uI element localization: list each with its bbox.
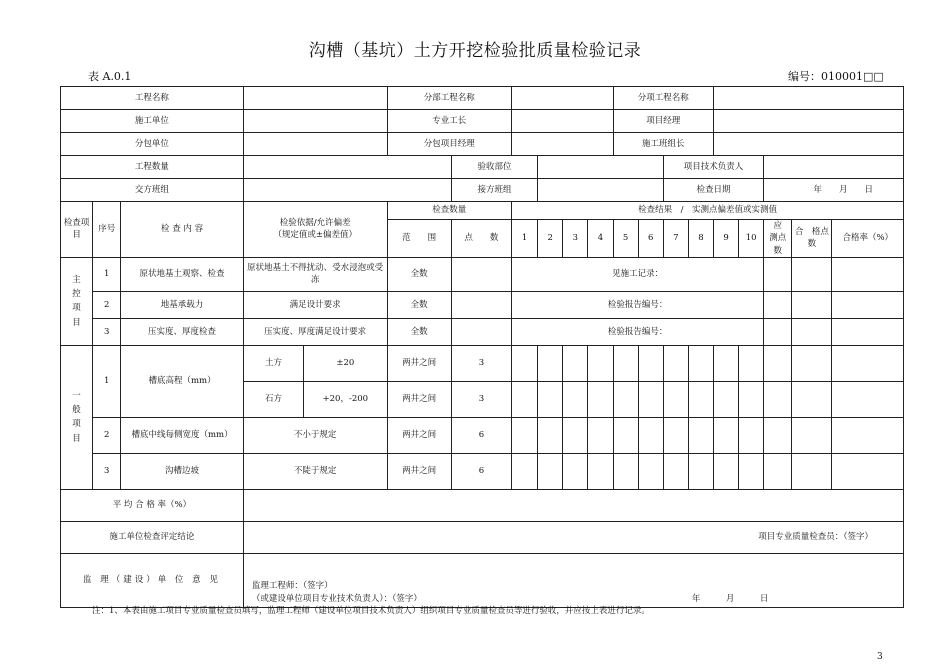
header-num-7: 7 xyxy=(663,220,688,258)
label-subcontract-unit: 分包单位 xyxy=(61,133,244,156)
table-row xyxy=(61,417,904,453)
label-team-leader: 施工班组长 xyxy=(613,133,713,156)
value-tech-leader[interactable] xyxy=(764,156,904,179)
main-range: 全数 xyxy=(387,291,451,318)
header-content: 检 查 内 容 xyxy=(121,202,244,258)
supervision-date: 年 月 日 xyxy=(691,593,769,604)
main-seq: 3 xyxy=(93,318,121,345)
label-check-date: 检查日期 xyxy=(663,179,763,202)
header-num-6: 6 xyxy=(638,220,663,258)
value-subcontract-unit[interactable] xyxy=(243,133,387,156)
main-points[interactable] xyxy=(451,318,511,345)
main-points[interactable] xyxy=(451,257,511,291)
general-sub-type: 土方 xyxy=(243,345,303,381)
value-check-date[interactable]: 年 月 日 xyxy=(764,179,904,202)
general-points: 6 xyxy=(451,417,511,453)
main-content: 原状地基土观察、检查 xyxy=(121,257,244,291)
value-foreman[interactable] xyxy=(512,110,613,133)
header-seq: 序号 xyxy=(93,202,121,258)
label-receiving-team: 接方班组 xyxy=(451,179,537,202)
supervision-opinion[interactable] xyxy=(243,553,903,607)
label-conclusion: 施工单位检查评定结论 xyxy=(61,521,244,553)
general-range: 两井之间 xyxy=(387,417,451,453)
general-seq: 1 xyxy=(93,345,121,417)
main-result[interactable]: 检验报告编号： xyxy=(512,318,764,345)
table-row xyxy=(61,453,904,489)
main-basis: 压实度、厚度满足设计要求 xyxy=(243,318,387,345)
general-points: 6 xyxy=(451,453,511,489)
general-points: 3 xyxy=(451,381,511,417)
label-supervision: 监 理（建设）单 位 意 见 xyxy=(61,553,244,607)
general-items-label: 一般项目 xyxy=(61,345,93,489)
main-content: 地基承载力 xyxy=(121,291,244,318)
general-content: 沟槽边坡 xyxy=(121,453,244,489)
header-num-4: 4 xyxy=(588,220,613,258)
main-result[interactable]: 检验报告编号： xyxy=(512,291,764,318)
table-row xyxy=(61,291,904,318)
main-points[interactable] xyxy=(451,291,511,318)
main-basis: 满足设计要求 xyxy=(243,291,387,318)
value-construction-unit[interactable] xyxy=(243,110,387,133)
label-foreman: 专业工长 xyxy=(387,110,512,133)
value-avg-rate[interactable] xyxy=(243,489,903,521)
label-item-project: 分项工程名称 xyxy=(613,87,713,110)
value-receiving-team[interactable] xyxy=(538,179,664,202)
header-quantity: 检查数量 xyxy=(387,202,512,220)
header-num-5: 5 xyxy=(613,220,638,258)
value-subcontract-manager[interactable] xyxy=(512,133,613,156)
general-range: 两井之间 xyxy=(387,453,451,489)
label-acceptance-part: 验收部位 xyxy=(451,156,537,179)
header-basis-sub: （规定值或±偏差值） xyxy=(273,230,357,241)
general-basis: 不小于规定 xyxy=(243,417,387,453)
inspector-signature[interactable]: 项目专业质量检查员：（签字） xyxy=(243,521,903,553)
header-check-item: 检查项目 xyxy=(61,202,93,258)
value-handover-team[interactable] xyxy=(243,179,451,202)
main-content: 压实度、厚度检查 xyxy=(121,318,244,345)
header-basis xyxy=(243,202,387,258)
header-num-8: 8 xyxy=(688,220,713,258)
header-num-10: 10 xyxy=(739,220,764,258)
label-subcontract-manager: 分包项目经理 xyxy=(387,133,512,156)
general-sub-type: 石方 xyxy=(243,381,303,417)
general-range: 两井之间 xyxy=(387,345,451,381)
label-tech-leader: 项目技术负责人 xyxy=(663,156,763,179)
label-construction-unit: 施工单位 xyxy=(61,110,244,133)
value-acceptance-part[interactable] xyxy=(538,156,664,179)
main-seq: 2 xyxy=(93,291,121,318)
general-range: 两井之间 xyxy=(387,381,451,417)
table-number: 表 A.0.1 xyxy=(88,70,132,83)
value-project-name[interactable] xyxy=(243,87,387,110)
value-project-manager[interactable] xyxy=(713,110,903,133)
header-should-points: 应 测点 数 xyxy=(764,220,792,258)
header-pass-rate: 合格率（%） xyxy=(832,220,904,258)
value-team-leader[interactable] xyxy=(713,133,903,156)
table-row xyxy=(61,345,904,381)
header-result: 检查结果 / 实测点偏差值或实测值 xyxy=(512,202,904,220)
header-points: 点 数 xyxy=(451,220,511,258)
serial-number: 编号：010001□□ xyxy=(788,70,884,83)
main-seq: 1 xyxy=(93,257,121,291)
label-handover-team: 交方班组 xyxy=(61,179,244,202)
value-item-project[interactable] xyxy=(713,87,903,110)
main-basis: 原状地基土不得扰动、受水浸泡或受冻 xyxy=(243,257,387,291)
general-basis: 不陡于规定 xyxy=(243,453,387,489)
general-seq: 3 xyxy=(93,453,121,489)
table-row xyxy=(61,257,904,291)
page-number: 3 xyxy=(877,652,883,662)
label-project-manager: 项目经理 xyxy=(613,110,713,133)
label-sub-project: 分部工程名称 xyxy=(387,87,512,110)
footnote: 注：1、本表由施工项目专业质量检查员填写，监理工程师（建设单位项目技术负责人）组织项目专业质量检查员等进行验收，并应按上表进行记录。 xyxy=(92,606,650,616)
label-avg-rate: 平 均 合 格 率（%） xyxy=(61,489,244,521)
main-result[interactable]: 见施工记录： xyxy=(512,257,764,291)
table-row xyxy=(61,318,904,345)
main-range: 全数 xyxy=(387,257,451,291)
header-num-9: 9 xyxy=(713,220,738,258)
general-points: 3 xyxy=(451,345,511,381)
general-content: 槽底中线每侧宽度（mm） xyxy=(121,417,244,453)
engineer-alt: （或建设单位项目专业技术负责人）：（签字） xyxy=(251,593,422,604)
general-seq: 2 xyxy=(93,417,121,453)
engineer-signature: 监理工程师：（签字） xyxy=(251,581,333,592)
header-num-1: 1 xyxy=(512,220,538,258)
value-sub-project[interactable] xyxy=(512,87,613,110)
general-sub-tol: +20，-200 xyxy=(304,381,387,417)
label-project-name: 工程名称 xyxy=(61,87,244,110)
page-title: 沟槽（基坑）土方开挖检验批质量检验记录 xyxy=(308,41,642,61)
header-range: 范 围 xyxy=(387,220,451,258)
header-pass-points: 合 格点 数 xyxy=(792,220,832,258)
main-items-label: 主控项目 xyxy=(61,257,93,345)
header-num-3: 3 xyxy=(563,220,588,258)
label-work-quantity: 工程数量 xyxy=(61,156,244,179)
inspection-table xyxy=(60,86,904,608)
header-num-2: 2 xyxy=(538,220,563,258)
value-work-quantity[interactable] xyxy=(243,156,451,179)
general-sub-tol: ±20 xyxy=(304,345,387,381)
general-content: 槽底高程（mm） xyxy=(121,345,244,417)
main-range: 全数 xyxy=(387,318,451,345)
header-basis-main: 检验依据/允许偏差 xyxy=(279,218,351,229)
